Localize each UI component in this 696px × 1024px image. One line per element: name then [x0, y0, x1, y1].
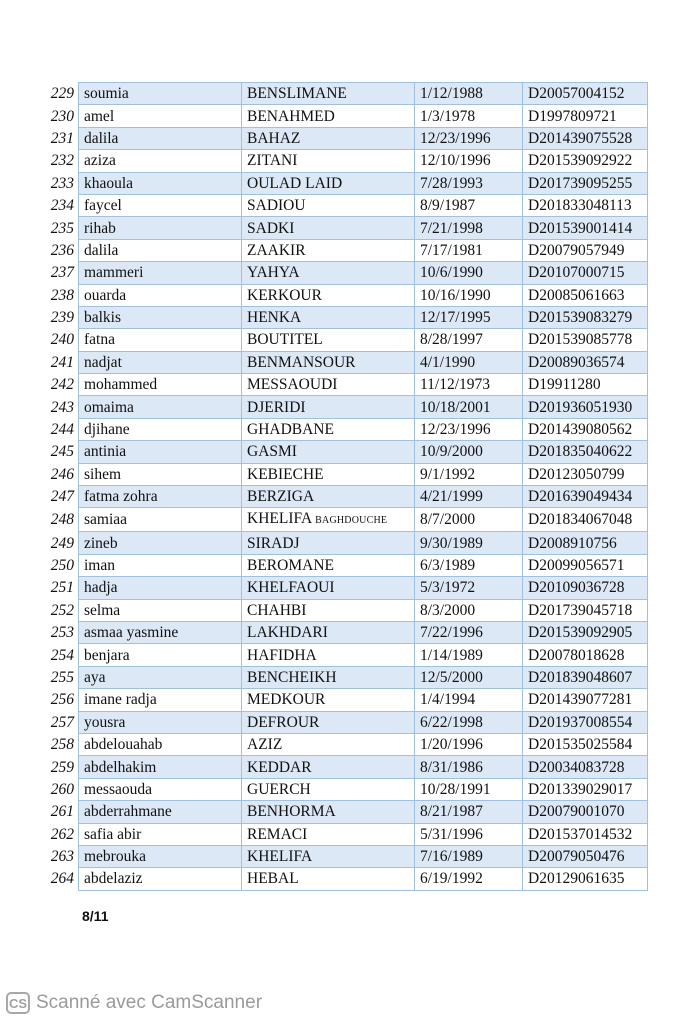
last-name-text: MESSAOUDI [247, 376, 338, 394]
birth-date-cell: 7/21/1998 [415, 217, 523, 239]
id-number-cell: D201739095255 [523, 172, 648, 194]
id-number-cell: D201339029017 [523, 778, 648, 800]
row-number: 261 [50, 803, 74, 821]
table-row [46, 127, 648, 149]
birth-date-cell: 7/17/1981 [415, 239, 523, 261]
birth-date-cell: 12/5/2000 [415, 666, 523, 688]
id-number-cell: D20089036574 [523, 351, 648, 373]
table-row [46, 508, 648, 532]
row-number: 257 [50, 713, 74, 731]
table-row [46, 396, 648, 418]
last-name-text: HENKA [247, 309, 302, 327]
last-name-cell [242, 733, 415, 755]
table-row [46, 172, 648, 194]
row-number: 244 [50, 421, 74, 439]
birth-date-cell: 1/14/1989 [415, 644, 523, 666]
row-number: 237 [50, 264, 74, 282]
last-name-text: BEROMANE [247, 557, 334, 574]
last-name-text: CHAHBI [247, 601, 307, 619]
last-name-text: KERKOUR [247, 286, 322, 304]
row-number: 254 [50, 646, 74, 664]
birth-date-cell: 6/22/1998 [415, 711, 523, 733]
id-number-cell: D20078018628 [523, 644, 648, 666]
first-name-cell: imane radja [79, 689, 242, 711]
birth-date-cell: 9/30/1989 [415, 532, 523, 554]
table-row [46, 150, 648, 172]
table-row [46, 329, 648, 351]
first-name-cell: nadjat [79, 351, 242, 373]
row-number: 240 [50, 331, 74, 349]
last-name-cell [242, 823, 415, 845]
first-name-cell: hadja [79, 577, 242, 599]
last-name-text: GUERCH [247, 780, 311, 798]
table-row [46, 351, 648, 373]
last-name-cell [242, 127, 415, 149]
birth-date-cell: 10/16/1990 [415, 284, 523, 306]
table-row [46, 374, 648, 396]
row-number: 239 [50, 309, 74, 327]
birth-date-cell: 8/3/2000 [415, 599, 523, 621]
birth-date-cell: 12/10/1996 [415, 150, 523, 172]
id-number-cell: D201439080562 [523, 418, 648, 440]
last-name-cell [242, 194, 415, 216]
row-number: 245 [50, 443, 74, 461]
first-name-cell: benjara [79, 644, 242, 666]
last-name-cell [242, 508, 415, 532]
birth-date-cell: 6/3/1989 [415, 554, 523, 576]
row-number: 262 [50, 825, 74, 843]
last-name-cell [242, 418, 415, 440]
birth-date-cell: 8/9/1987 [415, 194, 523, 216]
last-name-cell [242, 284, 415, 306]
last-name-cell [242, 105, 415, 127]
last-name-text: KHELFAOUI [247, 579, 335, 597]
id-number-cell: D201937008554 [523, 711, 648, 733]
last-name-text: LAKHDARI [247, 624, 328, 642]
last-name-text: HAFIDHA [247, 646, 317, 664]
last-name-cell [242, 374, 415, 396]
first-name-cell: aziza [79, 150, 242, 172]
last-name-cell [242, 532, 415, 554]
last-name-cell [242, 150, 415, 172]
id-number-cell: D201439075528 [523, 127, 648, 149]
table-row [46, 284, 648, 306]
id-number-cell: D20079001070 [523, 801, 648, 823]
last-name-cell [242, 463, 415, 485]
last-name-text: GASMI [247, 443, 297, 461]
last-name-cell [242, 621, 415, 643]
first-name-cell: fatna [79, 329, 242, 351]
last-name-cell [242, 262, 415, 284]
birth-date-cell: 7/28/1993 [415, 172, 523, 194]
birth-date-cell: 5/3/1972 [415, 577, 523, 599]
id-number-cell: D20099056571 [523, 554, 648, 576]
last-name-extra-text: BAGHDOUCHE [315, 515, 388, 527]
table-row [46, 554, 648, 576]
last-name-cell [242, 868, 415, 890]
row-number: 255 [50, 668, 74, 686]
table-row [46, 486, 648, 508]
id-number-cell: D20123050799 [523, 463, 648, 485]
last-name-text: SADKI [247, 219, 295, 237]
birth-date-cell: 1/20/1996 [415, 733, 523, 755]
last-name-cell [242, 351, 415, 373]
page-number: 8/11 [82, 908, 109, 924]
birth-date-cell: 7/16/1989 [415, 845, 523, 867]
last-name-text: BENMANSOUR [247, 353, 356, 371]
first-name-cell: messaouda [79, 778, 242, 800]
last-name-text: REMACI [247, 825, 308, 843]
last-name-cell [242, 172, 415, 194]
last-name-text: KHELIFA [247, 510, 312, 528]
id-number-cell: D20079050476 [523, 845, 648, 867]
row-number: 250 [50, 557, 74, 574]
id-number-cell: D20057004152 [523, 83, 648, 105]
birth-date-cell: 12/23/1996 [415, 418, 523, 440]
first-name-cell: khaoula [79, 172, 242, 194]
table-row [46, 217, 648, 239]
id-number-cell: D201539092922 [523, 150, 648, 172]
row-number: 252 [50, 601, 74, 619]
last-name-cell [242, 396, 415, 418]
last-name-cell [242, 329, 415, 351]
first-name-cell: samiaa [79, 508, 242, 532]
id-number-cell: D201833048113 [523, 194, 648, 216]
row-number: 229 [50, 85, 74, 103]
id-number-cell: D20079057949 [523, 239, 648, 261]
row-number: 256 [50, 691, 74, 709]
row-number: 259 [50, 758, 74, 776]
first-name-cell: mebrouka [79, 845, 242, 867]
first-name-cell: faycel [79, 194, 242, 216]
first-name-cell: safia abir [79, 823, 242, 845]
table-row [46, 463, 648, 485]
row-number: 231 [50, 129, 74, 147]
last-name-text: KEBIECHE [247, 465, 324, 483]
last-name-text: BAHAZ [247, 129, 301, 147]
birth-date-cell: 8/31/1986 [415, 756, 523, 778]
first-name-cell: abdelaziz [79, 868, 242, 890]
last-name-cell [242, 239, 415, 261]
first-name-cell: ouarda [79, 284, 242, 306]
row-number: 248 [50, 511, 74, 529]
row-number: 247 [50, 488, 74, 506]
birth-date-cell: 1/12/1988 [415, 83, 523, 105]
id-number-cell: D201539085778 [523, 329, 648, 351]
birth-date-cell: 8/28/1997 [415, 329, 523, 351]
last-name-cell [242, 554, 415, 576]
last-name-text: DJERIDI [247, 398, 306, 416]
first-name-cell: djihane [79, 418, 242, 440]
first-name-cell: soumia [79, 83, 242, 105]
records-table [46, 82, 648, 891]
birth-date-cell: 12/17/1995 [415, 306, 523, 328]
id-number-cell: D19911280 [523, 374, 648, 396]
last-name-cell [242, 306, 415, 328]
last-name-text: KHELIFA [247, 848, 313, 866]
id-number-cell: D201639049434 [523, 486, 648, 508]
last-name-text: HEBAL [247, 870, 299, 888]
birth-date-cell: 1/3/1978 [415, 105, 523, 127]
id-number-cell: D20109036728 [523, 577, 648, 599]
first-name-cell: yousra [79, 711, 242, 733]
id-number-cell: D201835040622 [523, 441, 648, 463]
last-name-cell [242, 711, 415, 733]
table-row [46, 801, 648, 823]
id-number-cell: D20129061635 [523, 868, 648, 890]
table-row [46, 644, 648, 666]
table-row [46, 599, 648, 621]
first-name-cell: dalila [79, 239, 242, 261]
id-number-cell: D201834067048 [523, 508, 648, 532]
first-name-cell: dalila [79, 127, 242, 149]
first-name-cell: rihab [79, 217, 242, 239]
row-number: 246 [50, 465, 74, 483]
last-name-cell [242, 577, 415, 599]
last-name-cell [242, 756, 415, 778]
table-row [46, 868, 648, 890]
id-number-cell: D201539001414 [523, 217, 648, 239]
last-name-cell [242, 599, 415, 621]
row-number: 251 [50, 579, 74, 597]
table-row [46, 83, 648, 105]
table-row [46, 733, 648, 755]
table-row [46, 577, 648, 599]
first-name-cell: fatma zohra [79, 486, 242, 508]
last-name-cell [242, 689, 415, 711]
row-number: 234 [50, 197, 74, 215]
row-number: 249 [50, 534, 74, 552]
row-number: 233 [50, 174, 74, 192]
first-name-cell: antinia [79, 441, 242, 463]
table-row [46, 306, 648, 328]
last-name-text: BENSLIMANE [247, 85, 347, 103]
table-row [46, 621, 648, 643]
table-row [46, 441, 648, 463]
birth-date-cell: 5/31/1996 [415, 823, 523, 845]
id-number-cell: D201539083279 [523, 306, 648, 328]
birth-date-cell: 11/12/1973 [415, 374, 523, 396]
first-name-cell: selma [79, 599, 242, 621]
table-row [46, 845, 648, 867]
table-row [46, 262, 648, 284]
id-number-cell: D20107000715 [523, 262, 648, 284]
birth-date-cell: 8/7/2000 [415, 508, 523, 532]
first-name-cell: amel [79, 105, 242, 127]
last-name-cell [242, 845, 415, 867]
first-name-cell: iman [79, 554, 242, 576]
last-name-cell [242, 83, 415, 105]
last-name-cell [242, 666, 415, 688]
last-name-text: OULAD LAID [247, 174, 343, 192]
birth-date-cell: 7/22/1996 [415, 621, 523, 643]
last-name-cell [242, 217, 415, 239]
birth-date-cell: 10/18/2001 [415, 396, 523, 418]
last-name-text: MEDKOUR [247, 691, 326, 709]
last-name-cell [242, 801, 415, 823]
camscanner-watermark [6, 990, 262, 1016]
last-name-text: BENAHMED [247, 107, 335, 125]
id-number-cell: D2008910756 [523, 532, 648, 554]
id-number-cell: D201739045718 [523, 599, 648, 621]
table-row [46, 756, 648, 778]
id-number-cell: D201537014532 [523, 823, 648, 845]
id-number-cell: D201439077281 [523, 689, 648, 711]
last-name-text: GHADBANE [247, 421, 334, 439]
row-number: 235 [50, 219, 74, 237]
id-number-cell: D1997809721 [523, 105, 648, 127]
row-number: 258 [50, 736, 74, 754]
last-name-text: YAHYA [247, 264, 300, 282]
camscanner-logo-icon: CS [6, 992, 30, 1014]
row-number: 232 [50, 152, 74, 170]
row-number: 260 [50, 780, 74, 798]
table-row [46, 778, 648, 800]
last-name-text: KEDDAR [247, 758, 312, 776]
first-name-cell: mohammed [79, 374, 242, 396]
birth-date-cell: 4/21/1999 [415, 486, 523, 508]
row-number: 242 [50, 376, 74, 394]
id-number-cell: D201535025584 [523, 733, 648, 755]
table-row [46, 105, 648, 127]
row-number: 238 [50, 286, 74, 304]
birth-date-cell: 12/23/1996 [415, 127, 523, 149]
first-name-cell: balkis [79, 306, 242, 328]
last-name-text: BOUTITEL [247, 331, 323, 349]
row-number: 253 [50, 624, 74, 642]
birth-date-cell: 10/6/1990 [415, 262, 523, 284]
table-row [46, 194, 648, 216]
table-row [46, 239, 648, 261]
row-number: 243 [50, 398, 74, 416]
table-row [46, 418, 648, 440]
id-number-cell: D201839048607 [523, 666, 648, 688]
last-name-text: DEFROUR [247, 713, 320, 731]
last-name-text: BENHORMA [247, 803, 336, 821]
row-number: 230 [50, 107, 74, 125]
last-name-text: ZITANI [247, 152, 298, 170]
first-name-cell: sihem [79, 463, 242, 485]
first-name-cell: abderrahmane [79, 801, 242, 823]
birth-date-cell: 10/28/1991 [415, 778, 523, 800]
table-row [46, 823, 648, 845]
row-number: 241 [50, 353, 74, 371]
first-name-cell: aya [79, 666, 242, 688]
table-row [46, 711, 648, 733]
last-name-cell [242, 441, 415, 463]
last-name-text: ZAAKIR [247, 241, 306, 259]
first-name-cell: mammeri [79, 262, 242, 284]
last-name-cell [242, 644, 415, 666]
last-name-text: BENCHEIKH [247, 668, 337, 686]
last-name-cell [242, 486, 415, 508]
id-number-cell: D20085061663 [523, 284, 648, 306]
row-number: 236 [50, 241, 74, 259]
id-number-cell: D201936051930 [523, 396, 648, 418]
row-number: 264 [50, 870, 74, 888]
watermark-text: Scanné avec CamScanner [36, 992, 263, 1013]
last-name-cell [242, 778, 415, 800]
birth-date-cell: 6/19/1992 [415, 868, 523, 890]
id-number-cell: D201539092905 [523, 621, 648, 643]
row-number: 263 [50, 848, 74, 866]
first-name-cell: abdelhakim [79, 756, 242, 778]
first-name-cell: omaima [79, 396, 242, 418]
last-name-text: SADIOU [247, 197, 306, 215]
table-row [46, 689, 648, 711]
birth-date-cell: 9/1/1992 [415, 463, 523, 485]
birth-date-cell: 8/21/1987 [415, 801, 523, 823]
birth-date-cell: 4/1/1990 [415, 351, 523, 373]
birth-date-cell: 10/9/2000 [415, 441, 523, 463]
table-row [46, 666, 648, 688]
first-name-cell: zineb [79, 532, 242, 554]
last-name-text: AZIZ [247, 736, 283, 754]
first-name-cell: abdelouahab [79, 733, 242, 755]
last-name-text: BERZIGA [247, 488, 315, 506]
records-table-body [46, 83, 648, 891]
birth-date-cell: 1/4/1994 [415, 689, 523, 711]
table-row [46, 532, 648, 554]
last-name-text: SIRADJ [247, 534, 300, 552]
id-number-cell: D20034083728 [523, 756, 648, 778]
first-name-cell: asmaa yasmine [79, 621, 242, 643]
